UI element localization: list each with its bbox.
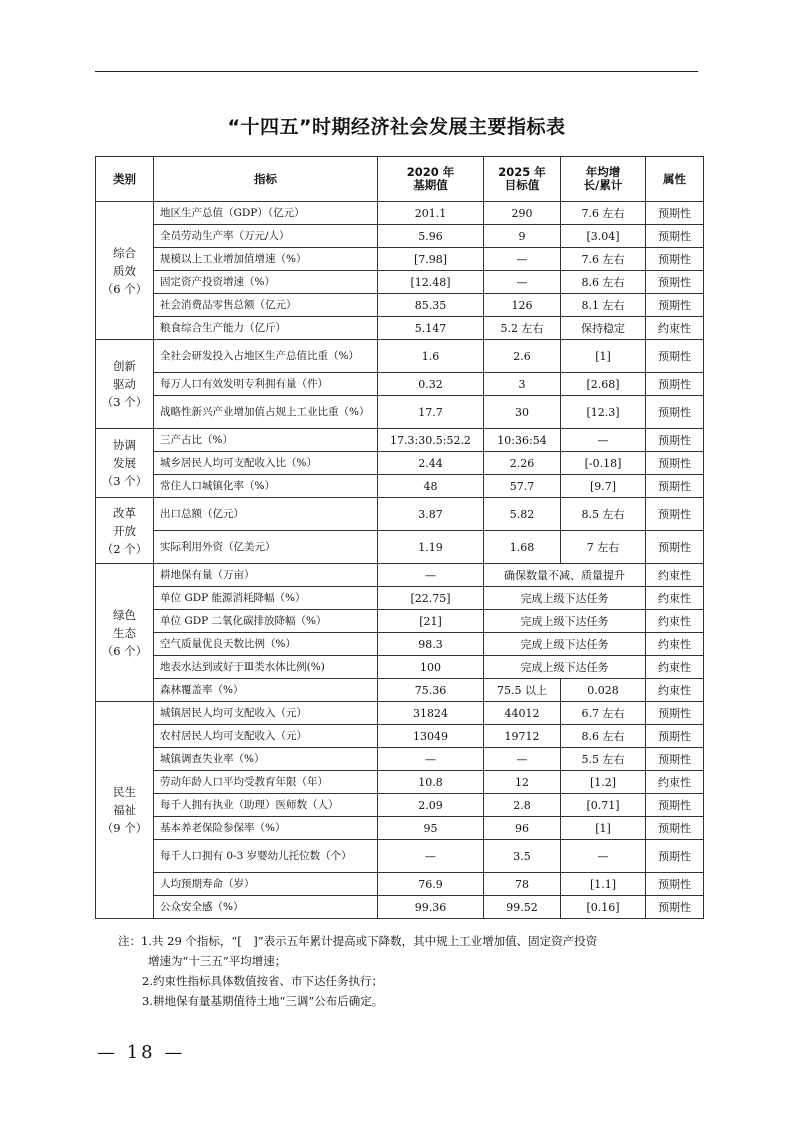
table-row: [96, 248, 704, 271]
growth-value: —: [561, 429, 646, 452]
indicator-name: 战略性新兴产业增加值占规上工业比重（%）: [154, 396, 378, 429]
target-value: —: [484, 748, 561, 771]
attribute-value: 预期性: [646, 396, 704, 429]
header-target-value: [484, 157, 561, 202]
base-value: —: [378, 840, 484, 873]
growth-value: —: [561, 840, 646, 873]
attribute-value: 约束性: [646, 656, 704, 679]
category-label-line: 生态: [113, 625, 136, 640]
attribute-value: 预期性: [646, 873, 704, 896]
header-category: 类别: [96, 157, 154, 202]
attribute-value: 预期性: [646, 202, 704, 225]
table-row: [96, 656, 704, 679]
table-row: [96, 610, 704, 633]
header-indicator: 指标: [154, 157, 378, 202]
header-rule: [95, 71, 698, 72]
attribute-value: 预期性: [646, 373, 704, 396]
target-value: 2.6: [484, 340, 561, 373]
header-base-label: 基期值: [413, 178, 448, 192]
indicator-name: 耕地保有量（万亩）: [154, 564, 378, 587]
indicator-name: 社会消费品零售总额（亿元）: [154, 294, 378, 317]
target-value: 12: [484, 771, 561, 794]
table-row: [96, 633, 704, 656]
base-value: 13049: [378, 725, 484, 748]
growth-value: 5.5 左右: [561, 748, 646, 771]
indicator-name: 公众安全感（%）: [154, 896, 378, 919]
category-cell: [96, 564, 154, 702]
indicator-name: 空气质量优良天数比例（%）: [154, 633, 378, 656]
target-value: 3: [484, 373, 561, 396]
category-cell: [96, 702, 154, 919]
category-label-line: 开放: [113, 523, 136, 538]
growth-value: [1]: [561, 340, 646, 373]
base-value: 100: [378, 656, 484, 679]
indicator-name: 人均预期寿命（岁）: [154, 873, 378, 896]
base-value: [22.75]: [378, 587, 484, 610]
indicator-name: 地表水达到或好于Ⅲ类水体比例(%): [154, 656, 378, 679]
notes: [118, 931, 703, 1011]
base-value: 2.09: [378, 794, 484, 817]
attribute-value: 预期性: [646, 748, 704, 771]
base-value: 0.32: [378, 373, 484, 396]
base-value: [7.98]: [378, 248, 484, 271]
target-value: 57.7: [484, 475, 561, 498]
base-value: 98.3: [378, 633, 484, 656]
target-value: 9: [484, 225, 561, 248]
base-value: 5.147: [378, 317, 484, 340]
category-label-line: （6 个）: [101, 281, 148, 296]
category-label-line: （9 个）: [101, 821, 148, 835]
table-row: [96, 725, 704, 748]
table-row: [96, 840, 704, 873]
growth-value: [9.7]: [561, 475, 646, 498]
category-label-line: （6 个）: [101, 643, 148, 658]
attribute-value: 预期性: [646, 340, 704, 373]
category-label-line: 质效: [113, 263, 136, 278]
attribute-value: 约束性: [646, 679, 704, 702]
table-row: [96, 748, 704, 771]
category-label-line: 协调: [113, 438, 136, 452]
growth-value: 8.1 左右: [561, 294, 646, 317]
target-value: 99.52: [484, 896, 561, 919]
attribute-value: 预期性: [646, 817, 704, 840]
page-number: — 18 —: [97, 1042, 186, 1063]
target-value: 75.5 以上: [484, 679, 561, 702]
indicator-name: 地区生产总值（GDP）（亿元）: [154, 202, 378, 225]
attribute-value: 预期性: [646, 725, 704, 748]
target-merged-value: 完成上级下达任务: [484, 656, 646, 679]
attribute-value: 预期性: [646, 429, 704, 452]
attribute-value: 约束性: [646, 633, 704, 656]
note-1: 注：1.共 29 个指标，“[ ]”表示五年累计提高或下降数，其中规上工业增加值、固定资产投资: [118, 934, 598, 948]
base-value: 95: [378, 817, 484, 840]
table-row: [96, 271, 704, 294]
header-growth-line1: 年均增: [585, 165, 621, 179]
attribute-value: 预期性: [646, 294, 704, 317]
indicator-name: 城乡居民人均可支配收入比（%）: [154, 452, 378, 475]
target-merged-value: 完成上级下达任务: [484, 633, 646, 656]
attribute-value: 预期性: [646, 475, 704, 498]
target-value: 19712: [484, 725, 561, 748]
target-value: 10:36:54: [484, 429, 561, 452]
table-row: [96, 396, 704, 429]
table-row: [96, 340, 704, 373]
base-value: 5.96: [378, 225, 484, 248]
base-value: 2.44: [378, 452, 484, 475]
growth-value: 7.6 左右: [561, 202, 646, 225]
category-label-line: （3 个）: [101, 474, 148, 488]
table-row: [96, 452, 704, 475]
category-label-line: 绿色: [113, 607, 136, 622]
target-value: 1.68: [484, 531, 561, 564]
base-value: 75.36: [378, 679, 484, 702]
category-label-line: 发展: [113, 456, 136, 470]
note-1-continued: 增速为“十三五”平均增速；: [148, 954, 287, 968]
attribute-value: 预期性: [646, 498, 704, 531]
table-row: [96, 679, 704, 702]
attribute-value: 预期性: [646, 452, 704, 475]
indicator-name: 每千人拥有执业（助理）医师数（人）: [154, 794, 378, 817]
target-value: 30: [484, 396, 561, 429]
base-value: 31824: [378, 702, 484, 725]
base-value: 10.8: [378, 771, 484, 794]
growth-value: 8.6 左右: [561, 271, 646, 294]
growth-value: [12.3]: [561, 396, 646, 429]
indicator-name: 城镇居民人均可支配收入（元）: [154, 702, 378, 725]
target-value: 2.26: [484, 452, 561, 475]
base-value: [12.48]: [378, 271, 484, 294]
target-value: 5.82: [484, 498, 561, 531]
attribute-value: 约束性: [646, 771, 704, 794]
growth-value: 保持稳定: [561, 317, 646, 340]
table-row: [96, 294, 704, 317]
category-cell: [96, 202, 154, 340]
indicator-name: 每千人口拥有 0-3 岁婴幼儿托位数（个）: [154, 840, 378, 873]
category-cell: [96, 498, 154, 564]
header-attribute: 属性: [646, 157, 704, 202]
attribute-value: 约束性: [646, 317, 704, 340]
base-value: 99.36: [378, 896, 484, 919]
table-row: [96, 794, 704, 817]
target-merged-value: 确保数量不减、质量提升: [484, 564, 646, 587]
base-value: —: [378, 748, 484, 771]
table-row: [96, 873, 704, 896]
table-row: [96, 817, 704, 840]
base-value: 17.3:30.5:52.2: [378, 429, 484, 452]
indicator-name: 每万人口有效发明专利拥有量（件）: [154, 373, 378, 396]
growth-value: [1.1]: [561, 873, 646, 896]
indicator-name: 城镇调查失业率（%）: [154, 748, 378, 771]
attribute-value: 预期性: [646, 702, 704, 725]
growth-value: 6.7 左右: [561, 702, 646, 725]
table-row: [96, 373, 704, 396]
base-value: [21]: [378, 610, 484, 633]
table-row: [96, 896, 704, 919]
table-header-row: [96, 157, 704, 202]
table-row: [96, 531, 704, 564]
page-title: “十四五”时期经济社会发展主要指标表: [227, 116, 566, 138]
indicator-table: [95, 156, 704, 919]
base-value: 1.6: [378, 340, 484, 373]
indicator-name: 单位 GDP 二氧化碳排放降幅（%）: [154, 610, 378, 633]
category-cell: [96, 429, 154, 498]
target-value: 96: [484, 817, 561, 840]
growth-value: [2.68]: [561, 373, 646, 396]
growth-value: [1]: [561, 817, 646, 840]
attribute-value: 预期性: [646, 271, 704, 294]
table-row: [96, 771, 704, 794]
base-value: —: [378, 564, 484, 587]
attribute-value: 约束性: [646, 564, 704, 587]
header-growth-line2: 长/累计: [583, 178, 623, 192]
indicator-name: 单位 GDP 能源消耗降幅（%）: [154, 587, 378, 610]
indicator-name: 规模以上工业增加值增速（%）: [154, 248, 378, 271]
table-row: [96, 498, 704, 531]
indicator-name: 实际利用外资（亿美元）: [154, 531, 378, 564]
target-merged-value: 完成上级下达任务: [484, 587, 646, 610]
table-row: [96, 475, 704, 498]
base-value: 1.19: [378, 531, 484, 564]
category-label-line: 创新: [113, 359, 136, 373]
target-value: 3.5: [484, 840, 561, 873]
header-growth: [561, 157, 646, 202]
target-value: 78: [484, 873, 561, 896]
attribute-value: 约束性: [646, 610, 704, 633]
attribute-value: 预期性: [646, 225, 704, 248]
category-label-line: 改革: [113, 505, 136, 520]
indicator-name: 全员劳动生产率（万元/人）: [154, 225, 378, 248]
header-target-label: 目标值: [504, 178, 540, 192]
table-row: [96, 225, 704, 248]
attribute-value: 预期性: [646, 248, 704, 271]
growth-value: [0.71]: [561, 794, 646, 817]
category-label-line: 福祉: [113, 803, 136, 817]
target-merged-value: 完成上级下达任务: [484, 610, 646, 633]
indicator-name: 农村居民人均可支配收入（元）: [154, 725, 378, 748]
growth-value: 0.028: [561, 679, 646, 702]
attribute-value: 约束性: [646, 587, 704, 610]
table-row: [96, 587, 704, 610]
attribute-value: 预期性: [646, 794, 704, 817]
table-row: [96, 429, 704, 452]
target-value: 2.8: [484, 794, 561, 817]
note-3: 3.耕地保有量基期值待土地“三调”公布后确定。: [142, 994, 384, 1008]
indicator-name: 三产占比（%）: [154, 429, 378, 452]
category-label-line: （2 个）: [101, 541, 148, 556]
note-2: 2.约束性指标具体数值按省、市下达任务执行；: [142, 974, 383, 988]
growth-value: 7.6 左右: [561, 248, 646, 271]
table-body: [96, 202, 704, 919]
growth-value: 8.5 左右: [561, 498, 646, 531]
attribute-value: 预期性: [646, 531, 704, 564]
header-base-year: 2020 年: [406, 165, 455, 179]
base-value: 76.9: [378, 873, 484, 896]
header-base-value: [378, 157, 484, 202]
indicator-name: 常住人口城镇化率（%）: [154, 475, 378, 498]
indicator-name: 固定资产投资增速（%）: [154, 271, 378, 294]
table-row: [96, 564, 704, 587]
table-row: [96, 317, 704, 340]
growth-value: [1.2]: [561, 771, 646, 794]
category-cell: [96, 340, 154, 429]
indicator-name: 出口总额（亿元）: [154, 498, 378, 531]
target-value: 290: [484, 202, 561, 225]
base-value: 48: [378, 475, 484, 498]
indicator-name: 森林覆盖率（%）: [154, 679, 378, 702]
growth-value: 7 左右: [561, 531, 646, 564]
attribute-value: 预期性: [646, 896, 704, 919]
base-value: 201.1: [378, 202, 484, 225]
target-value: 5.2 左右: [484, 317, 561, 340]
target-value: 126: [484, 294, 561, 317]
category-label-line: 驱动: [113, 377, 136, 391]
attribute-value: 预期性: [646, 840, 704, 873]
indicator-name: 全社会研发投入占地区生产总值比重（%）: [154, 340, 378, 373]
growth-value: 8.6 左右: [561, 725, 646, 748]
base-value: 3.87: [378, 498, 484, 531]
indicator-name: 粮食综合生产能力（亿斤）: [154, 317, 378, 340]
header-target-year: 2025 年: [498, 165, 546, 179]
target-value: —: [484, 248, 561, 271]
indicator-name: 劳动年龄人口平均受教育年限（年）: [154, 771, 378, 794]
category-label-line: （3 个）: [101, 395, 148, 409]
category-label-line: 民生: [113, 785, 136, 799]
table-row: [96, 702, 704, 725]
base-value: 17.7: [378, 396, 484, 429]
table-row: [96, 202, 704, 225]
indicator-name: 基本养老保险参保率（%）: [154, 817, 378, 840]
base-value: 85.35: [378, 294, 484, 317]
growth-value: [3.04]: [561, 225, 646, 248]
growth-value: [0.16]: [561, 896, 646, 919]
target-value: —: [484, 271, 561, 294]
target-value: 44012: [484, 702, 561, 725]
growth-value: [-0.18]: [561, 452, 646, 475]
category-label-line: 综合: [113, 245, 136, 260]
